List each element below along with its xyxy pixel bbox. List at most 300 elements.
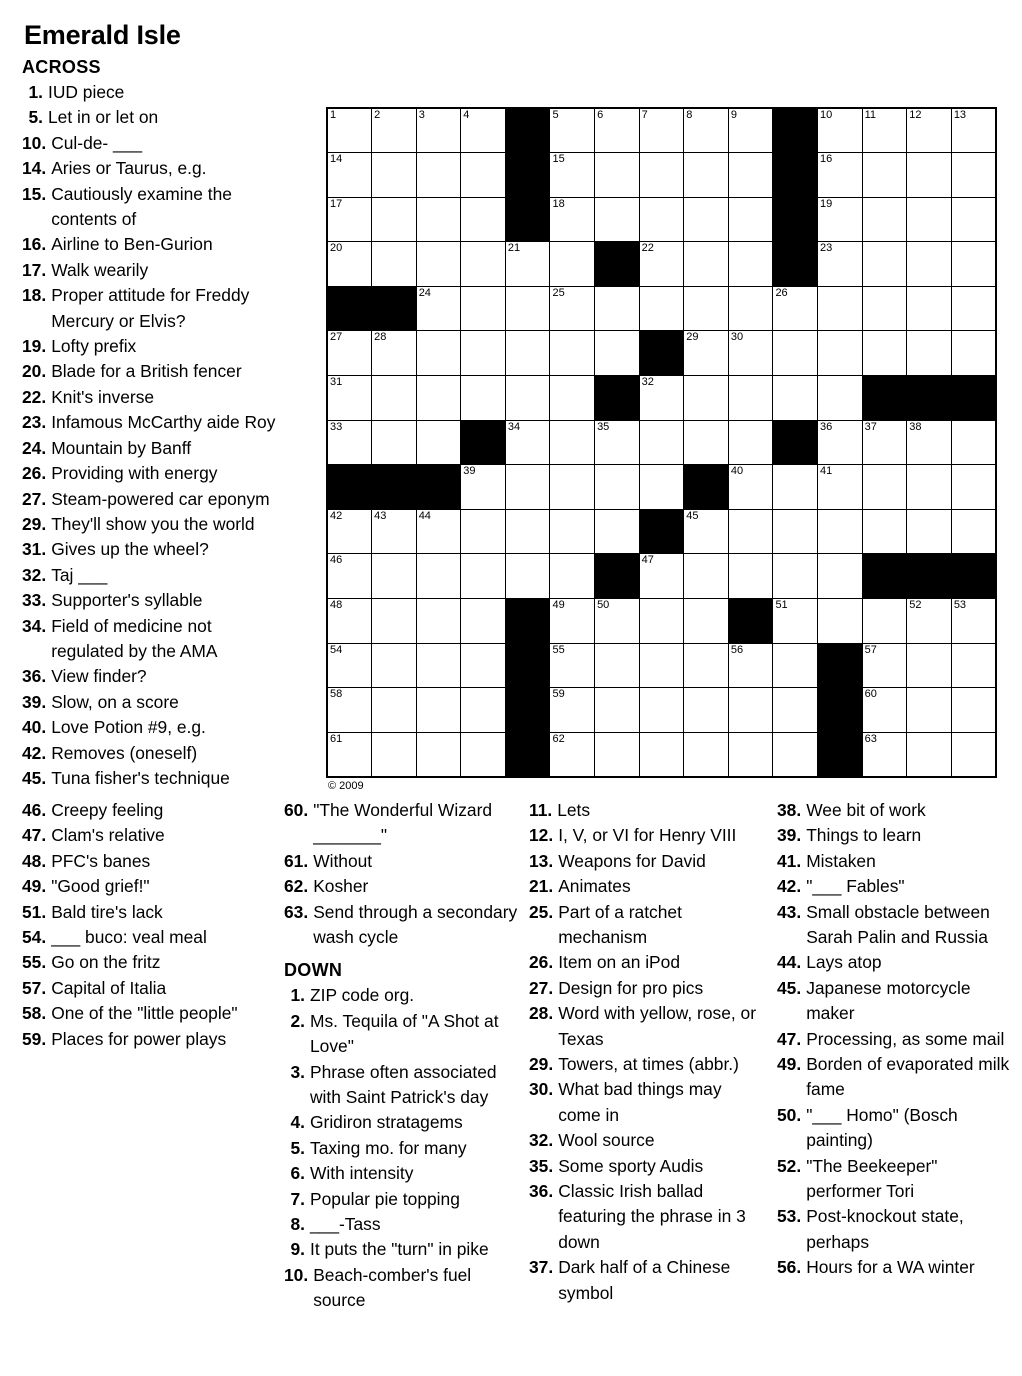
clue-text: Field of medicine not regulated by the AMA xyxy=(51,615,218,661)
grid-cell[interactable] xyxy=(639,465,684,510)
grid-cell[interactable] xyxy=(862,599,907,644)
clue-item[interactable] xyxy=(22,80,280,105)
grid-cell[interactable] xyxy=(595,732,640,777)
grid-cell[interactable] xyxy=(550,331,595,376)
clue-item[interactable] xyxy=(284,1161,519,1186)
grid-cell[interactable] xyxy=(684,197,729,242)
clue-text: "The Wonderful Wizard _______" xyxy=(313,799,493,846)
clue-item[interactable] xyxy=(22,976,274,1001)
clue-item[interactable] xyxy=(529,798,767,823)
grid-cell[interactable] xyxy=(461,197,506,242)
grid-cell[interactable] xyxy=(461,153,506,198)
clue-item[interactable] xyxy=(284,874,519,899)
grid-cell[interactable] xyxy=(416,509,461,554)
clue-text: Design for pro pics xyxy=(558,977,704,998)
grid-cell[interactable] xyxy=(818,420,863,465)
grid-cell[interactable] xyxy=(550,376,595,421)
clue-item[interactable] xyxy=(284,849,519,874)
grid-cell[interactable] xyxy=(951,643,996,688)
clue-item[interactable] xyxy=(777,1027,1012,1052)
grid-cell[interactable] xyxy=(505,331,550,376)
grid-cell[interactable] xyxy=(595,331,640,376)
clue-item[interactable] xyxy=(284,1212,519,1237)
grid-row xyxy=(327,732,996,777)
clue-item[interactable] xyxy=(529,1001,767,1052)
grid-cell[interactable] xyxy=(595,420,640,465)
grid-cell[interactable] xyxy=(461,509,506,554)
clue-item[interactable] xyxy=(22,1027,274,1052)
grid-cell[interactable] xyxy=(862,331,907,376)
clue-text: Proper attitude for Freddy Mercury or Elvis? xyxy=(51,285,250,331)
grid-cell[interactable] xyxy=(773,509,818,554)
grid-cell-number: 31 xyxy=(330,376,343,389)
grid-cell[interactable] xyxy=(773,286,818,331)
clue-item[interactable] xyxy=(22,690,280,715)
grid-cell[interactable] xyxy=(550,153,595,198)
grid-cell[interactable] xyxy=(907,197,952,242)
grid-cell[interactable] xyxy=(728,465,773,510)
grid-row xyxy=(327,153,996,198)
clue-item[interactable] xyxy=(777,1255,1012,1280)
grid-cell[interactable] xyxy=(818,108,863,153)
grid-cell[interactable] xyxy=(818,599,863,644)
grid-cell[interactable] xyxy=(684,331,729,376)
grid-cell[interactable] xyxy=(372,197,417,242)
grid-cell[interactable] xyxy=(684,688,729,733)
grid-cell[interactable] xyxy=(907,420,952,465)
clue-item[interactable] xyxy=(529,950,767,975)
grid-cell[interactable] xyxy=(327,599,372,644)
grid-cell[interactable] xyxy=(907,331,952,376)
grid-cell[interactable] xyxy=(550,242,595,287)
clue-item[interactable] xyxy=(22,849,274,874)
clue-item[interactable] xyxy=(22,436,280,461)
grid-cell[interactable] xyxy=(327,732,372,777)
clue-item[interactable] xyxy=(284,1136,519,1161)
grid-cell[interactable] xyxy=(595,465,640,510)
grid-cell[interactable] xyxy=(416,554,461,599)
clue-number: 45. xyxy=(777,977,802,998)
clue-item[interactable] xyxy=(529,1077,767,1128)
clue-item[interactable] xyxy=(22,283,280,334)
clue-item[interactable] xyxy=(529,849,767,874)
grid-cell[interactable] xyxy=(728,643,773,688)
grid-cell[interactable] xyxy=(862,197,907,242)
grid-cell[interactable] xyxy=(372,643,417,688)
grid-cell[interactable] xyxy=(862,509,907,554)
clue-item[interactable] xyxy=(22,1001,274,1026)
clue-text: "Good grief!" xyxy=(51,876,150,897)
clue-item[interactable] xyxy=(22,105,280,130)
grid-cell[interactable] xyxy=(550,599,595,644)
grid-cell[interactable] xyxy=(951,465,996,510)
grid-cell[interactable] xyxy=(461,732,506,777)
clue-item[interactable] xyxy=(529,1154,767,1179)
grid-cell[interactable] xyxy=(684,286,729,331)
grid-cell[interactable] xyxy=(907,242,952,287)
grid-cell[interactable] xyxy=(862,242,907,287)
clue-item[interactable] xyxy=(529,874,767,899)
grid-cell[interactable] xyxy=(684,242,729,287)
grid-cell[interactable] xyxy=(595,509,640,554)
grid-cell[interactable] xyxy=(818,331,863,376)
grid-cell[interactable] xyxy=(595,643,640,688)
clue-item[interactable] xyxy=(777,798,1012,823)
grid-cell-block xyxy=(862,376,907,421)
grid-row xyxy=(327,465,996,510)
clue-item[interactable] xyxy=(22,925,274,950)
grid-cell[interactable] xyxy=(818,554,863,599)
grid-cell[interactable] xyxy=(416,286,461,331)
grid-cell[interactable] xyxy=(728,108,773,153)
grid-cell[interactable] xyxy=(639,376,684,421)
grid-cell[interactable] xyxy=(595,197,640,242)
clue-item[interactable] xyxy=(777,1154,1012,1205)
grid-cell[interactable] xyxy=(862,465,907,510)
clue-item[interactable] xyxy=(22,874,274,899)
clue-item[interactable] xyxy=(284,1110,519,1135)
grid-cell[interactable] xyxy=(505,554,550,599)
clue-item[interactable] xyxy=(22,131,280,156)
grid-cell-number: 46 xyxy=(330,554,343,567)
grid-cell[interactable] xyxy=(639,242,684,287)
clue-item[interactable] xyxy=(22,512,280,537)
grid-cell[interactable] xyxy=(684,153,729,198)
grid-cell[interactable] xyxy=(372,554,417,599)
grid-cell[interactable] xyxy=(461,331,506,376)
grid-cell[interactable] xyxy=(550,554,595,599)
clue-item[interactable] xyxy=(22,258,280,283)
grid-cell-block xyxy=(416,465,461,510)
grid-cell-block xyxy=(818,643,863,688)
clue-item[interactable] xyxy=(284,1263,519,1314)
grid-cell[interactable] xyxy=(684,108,729,153)
grid-cell[interactable] xyxy=(728,197,773,242)
grid-cell[interactable] xyxy=(684,599,729,644)
grid-cell[interactable] xyxy=(907,732,952,777)
grid-cell[interactable] xyxy=(595,153,640,198)
grid-cell[interactable] xyxy=(907,509,952,554)
clue-text: Bald tire's lack xyxy=(51,901,163,922)
grid-cell[interactable] xyxy=(461,465,506,510)
grid-cell[interactable] xyxy=(728,509,773,554)
clue-item[interactable] xyxy=(777,950,1012,975)
grid-cell[interactable] xyxy=(951,242,996,287)
clue-item[interactable] xyxy=(777,1103,1012,1154)
grid-cell[interactable] xyxy=(550,509,595,554)
grid-cell-number: 35 xyxy=(597,420,610,433)
grid-cell[interactable] xyxy=(907,153,952,198)
grid-cell[interactable] xyxy=(728,732,773,777)
clue-item[interactable] xyxy=(529,1179,767,1255)
grid-cell[interactable] xyxy=(595,108,640,153)
grid-cell[interactable] xyxy=(728,554,773,599)
grid-cell[interactable] xyxy=(818,509,863,554)
grid-cell[interactable] xyxy=(818,153,863,198)
grid-cell[interactable] xyxy=(862,108,907,153)
grid-cell[interactable] xyxy=(327,643,372,688)
grid-cell[interactable] xyxy=(416,108,461,153)
grid-cell[interactable] xyxy=(461,286,506,331)
clue-item[interactable] xyxy=(22,487,280,512)
clue-item[interactable] xyxy=(777,1204,1012,1255)
grid-cell[interactable] xyxy=(639,108,684,153)
grid-cell[interactable] xyxy=(907,599,952,644)
clue-item[interactable] xyxy=(22,741,280,766)
grid-cell[interactable] xyxy=(327,376,372,421)
grid-cell-block xyxy=(951,554,996,599)
clue-item[interactable] xyxy=(284,1237,519,1262)
clue-item[interactable] xyxy=(284,1009,519,1060)
grid-cell[interactable] xyxy=(550,108,595,153)
grid-cell[interactable] xyxy=(505,286,550,331)
grid-cell[interactable] xyxy=(818,465,863,510)
clue-item[interactable] xyxy=(529,900,767,951)
grid-cell[interactable] xyxy=(372,153,417,198)
grid-cell[interactable] xyxy=(327,242,372,287)
grid-cell[interactable] xyxy=(951,509,996,554)
grid-cell[interactable] xyxy=(372,242,417,287)
clue-item[interactable] xyxy=(22,232,280,257)
grid-cell[interactable] xyxy=(862,153,907,198)
across-clues-column-1-cont xyxy=(22,798,284,1314)
grid-cell[interactable] xyxy=(907,465,952,510)
grid-cell[interactable] xyxy=(550,197,595,242)
grid-cell[interactable] xyxy=(372,509,417,554)
clue-item[interactable] xyxy=(22,334,280,359)
grid-cell[interactable] xyxy=(773,643,818,688)
clue-item[interactable] xyxy=(529,1128,767,1153)
grid-cell[interactable] xyxy=(684,732,729,777)
grid-cell[interactable] xyxy=(862,688,907,733)
grid-cell[interactable] xyxy=(773,554,818,599)
clue-item[interactable] xyxy=(777,849,1012,874)
grid-cell[interactable] xyxy=(416,732,461,777)
grid-cell[interactable] xyxy=(372,732,417,777)
grid-cell[interactable] xyxy=(951,599,996,644)
grid-cell[interactable] xyxy=(372,688,417,733)
clue-item[interactable] xyxy=(529,823,767,848)
clue-number: 11. xyxy=(529,799,553,820)
grid-cell[interactable] xyxy=(550,286,595,331)
clue-item[interactable] xyxy=(22,385,280,410)
grid-cell-number: 53 xyxy=(953,599,967,612)
clue-item[interactable] xyxy=(22,900,274,925)
grid-cell[interactable] xyxy=(461,599,506,644)
clue-item[interactable] xyxy=(284,983,519,1008)
clue-item[interactable] xyxy=(22,410,280,435)
grid-cell[interactable] xyxy=(461,108,506,153)
grid-cell-number: 55 xyxy=(552,643,565,656)
grid-cell[interactable] xyxy=(773,331,818,376)
grid-cell[interactable] xyxy=(595,286,640,331)
grid-cell[interactable] xyxy=(862,286,907,331)
grid-cell[interactable] xyxy=(728,331,773,376)
clue-item[interactable] xyxy=(22,614,280,665)
grid-cell-number: 7 xyxy=(641,109,648,121)
grid-cell[interactable] xyxy=(684,509,729,554)
grid-cell[interactable] xyxy=(550,643,595,688)
grid-cell[interactable] xyxy=(327,509,372,554)
grid-cell-number: 17 xyxy=(330,197,343,210)
clue-item[interactable] xyxy=(22,359,280,384)
clue-item[interactable] xyxy=(529,976,767,1001)
grid-cell[interactable] xyxy=(951,108,996,153)
clue-item[interactable] xyxy=(22,182,280,233)
grid-cell[interactable] xyxy=(907,108,952,153)
grid-cell[interactable] xyxy=(728,420,773,465)
grid-cell[interactable] xyxy=(728,286,773,331)
clue-item[interactable] xyxy=(777,823,1012,848)
grid-cell[interactable] xyxy=(684,420,729,465)
grid-cell[interactable] xyxy=(416,197,461,242)
grid-cell[interactable] xyxy=(372,376,417,421)
grid-cell[interactable] xyxy=(728,242,773,287)
grid-cell[interactable] xyxy=(505,509,550,554)
grid-cell[interactable] xyxy=(639,599,684,644)
crossword-grid[interactable] xyxy=(326,107,997,778)
grid-cell[interactable] xyxy=(505,420,550,465)
clue-item[interactable] xyxy=(777,1052,1012,1103)
grid-cell[interactable] xyxy=(372,420,417,465)
clue-item[interactable] xyxy=(284,1187,519,1212)
grid-cell[interactable] xyxy=(951,197,996,242)
grid-cell[interactable] xyxy=(550,688,595,733)
clue-item[interactable] xyxy=(22,766,280,791)
grid-cell[interactable] xyxy=(550,465,595,510)
grid-cell[interactable] xyxy=(639,554,684,599)
grid-cell[interactable] xyxy=(728,153,773,198)
grid-cell[interactable] xyxy=(773,688,818,733)
grid-cell[interactable] xyxy=(372,331,417,376)
clue-item[interactable] xyxy=(529,1255,767,1306)
grid-cell[interactable] xyxy=(461,643,506,688)
grid-cell[interactable] xyxy=(728,376,773,421)
grid-cell[interactable] xyxy=(728,688,773,733)
grid-cell[interactable] xyxy=(818,242,863,287)
grid-cell[interactable] xyxy=(639,153,684,198)
clue-item[interactable] xyxy=(22,588,280,613)
clue-item[interactable] xyxy=(22,664,280,689)
grid-cell-number: 23 xyxy=(820,242,833,255)
grid-cell[interactable] xyxy=(416,331,461,376)
grid-cell[interactable] xyxy=(416,376,461,421)
grid-cell[interactable] xyxy=(639,732,684,777)
grid-cell[interactable] xyxy=(416,643,461,688)
grid-cell[interactable] xyxy=(639,643,684,688)
clue-item[interactable] xyxy=(284,798,519,849)
grid-cell[interactable] xyxy=(951,688,996,733)
grid-row xyxy=(327,242,996,287)
grid-cell[interactable] xyxy=(327,420,372,465)
grid-cell[interactable] xyxy=(951,331,996,376)
grid-cell[interactable] xyxy=(372,108,417,153)
grid-cell[interactable] xyxy=(773,376,818,421)
clue-item[interactable] xyxy=(529,1052,767,1077)
grid-cell[interactable] xyxy=(862,732,907,777)
grid-cell[interactable] xyxy=(327,688,372,733)
grid-cell[interactable] xyxy=(416,688,461,733)
grid-cell[interactable] xyxy=(773,599,818,644)
clue-item[interactable] xyxy=(22,461,280,486)
grid-cell[interactable] xyxy=(550,732,595,777)
grid-cell[interactable] xyxy=(684,554,729,599)
grid-cell[interactable] xyxy=(505,242,550,287)
grid-cell[interactable] xyxy=(862,643,907,688)
grid-cell[interactable] xyxy=(639,420,684,465)
clue-item[interactable] xyxy=(22,156,280,181)
clue-item[interactable] xyxy=(284,1060,519,1111)
grid-cell[interactable] xyxy=(461,242,506,287)
grid-cell[interactable] xyxy=(327,554,372,599)
grid-cell[interactable] xyxy=(907,643,952,688)
grid-cell[interactable] xyxy=(416,153,461,198)
grid-cell-number: 33 xyxy=(330,420,343,433)
grid-cell[interactable] xyxy=(327,108,372,153)
clue-item[interactable] xyxy=(22,715,280,740)
clue-item[interactable] xyxy=(284,900,519,951)
grid-cell[interactable] xyxy=(951,732,996,777)
grid-cell[interactable] xyxy=(951,420,996,465)
grid-cell[interactable] xyxy=(907,286,952,331)
clue-item[interactable] xyxy=(777,976,1012,1027)
clue-item[interactable] xyxy=(22,563,280,588)
grid-row xyxy=(327,376,996,421)
grid-cell[interactable] xyxy=(773,465,818,510)
grid-cell[interactable] xyxy=(416,599,461,644)
grid-cell[interactable] xyxy=(818,286,863,331)
grid-cell-number: 34 xyxy=(507,420,521,433)
grid-cell[interactable] xyxy=(684,376,729,421)
grid-cell[interactable] xyxy=(461,554,506,599)
clue-item[interactable] xyxy=(777,900,1012,951)
clue-item[interactable] xyxy=(777,874,1012,899)
grid-cell[interactable] xyxy=(505,376,550,421)
grid-cell[interactable] xyxy=(818,376,863,421)
clue-item[interactable] xyxy=(22,950,274,975)
grid-cell[interactable] xyxy=(416,242,461,287)
grid-cell-number: 5 xyxy=(552,109,559,121)
grid-cell[interactable] xyxy=(461,688,506,733)
grid-cell[interactable] xyxy=(327,197,372,242)
grid-cell[interactable] xyxy=(327,331,372,376)
grid-cell[interactable] xyxy=(505,465,550,510)
grid-cell[interactable] xyxy=(461,376,506,421)
grid-cell-block xyxy=(505,108,550,153)
grid-cell[interactable] xyxy=(818,197,863,242)
grid-cell[interactable] xyxy=(416,420,461,465)
grid-cell[interactable] xyxy=(773,732,818,777)
grid-cell[interactable] xyxy=(907,688,952,733)
grid-cell[interactable] xyxy=(639,286,684,331)
clue-text: Love Potion #9, e.g. xyxy=(51,717,206,738)
grid-cell[interactable] xyxy=(639,688,684,733)
grid-cell[interactable] xyxy=(951,286,996,331)
grid-cell[interactable] xyxy=(639,197,684,242)
clue-text: Popular pie topping xyxy=(310,1188,460,1209)
clue-item[interactable] xyxy=(22,823,274,848)
grid-cell[interactable] xyxy=(951,153,996,198)
grid-cell[interactable] xyxy=(684,643,729,688)
grid-cell[interactable] xyxy=(550,420,595,465)
grid-cell[interactable] xyxy=(372,599,417,644)
grid-cell[interactable] xyxy=(595,599,640,644)
clue-item[interactable] xyxy=(22,798,274,823)
grid-cell[interactable] xyxy=(595,688,640,733)
grid-cell[interactable] xyxy=(327,153,372,198)
clue-item[interactable] xyxy=(22,537,280,562)
grid-cell[interactable] xyxy=(862,420,907,465)
